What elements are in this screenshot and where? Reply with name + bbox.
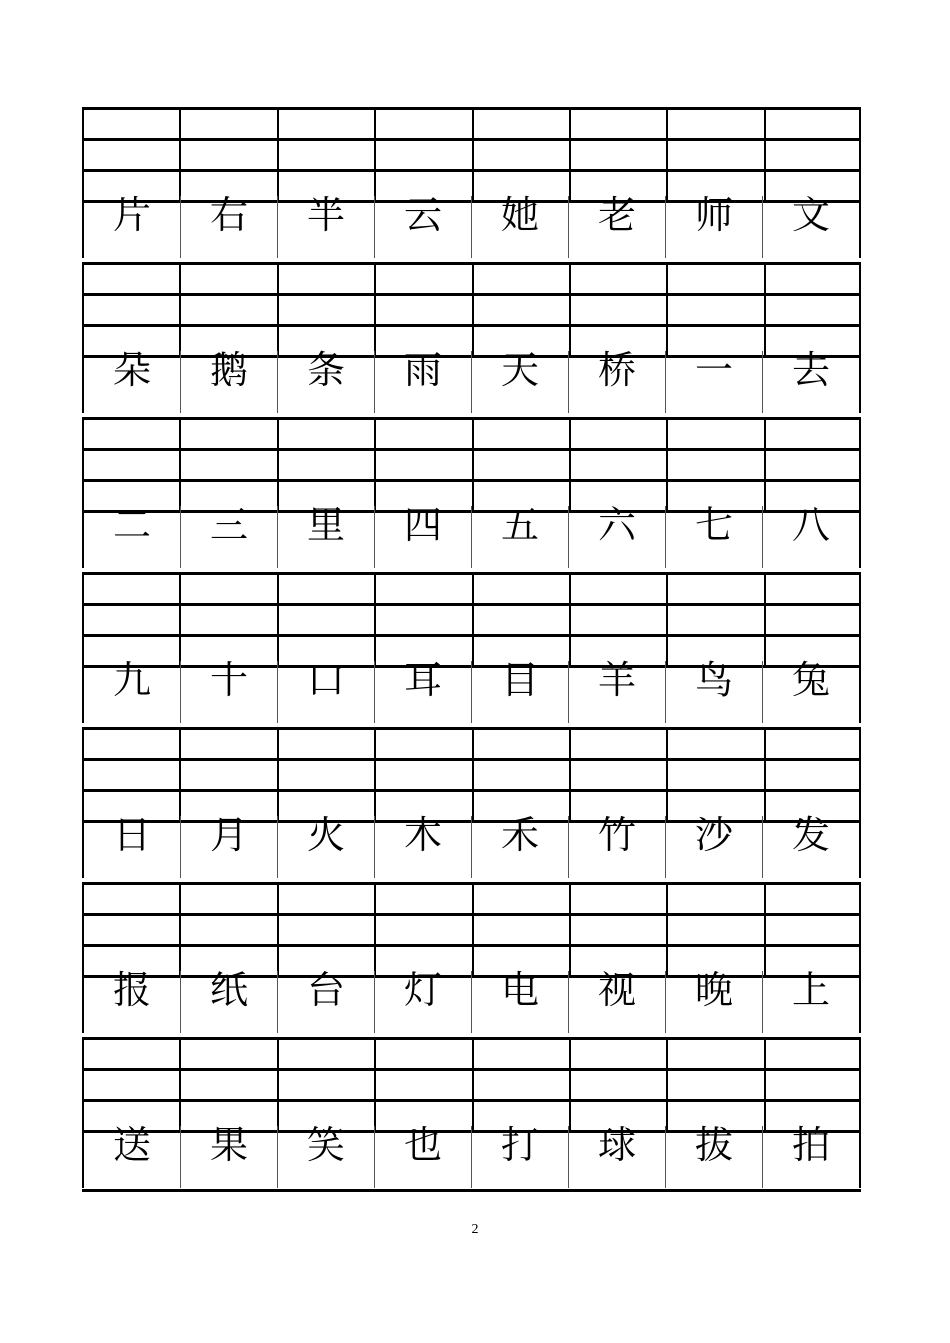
pinyin-column-divider [764, 417, 766, 510]
character-cell: 目 [471, 661, 568, 723]
pinyin-column-divider [666, 262, 668, 355]
pinyin-column-divider [859, 1037, 861, 1130]
pinyin-writing-band [82, 882, 861, 975]
character-row [82, 193, 861, 262]
pinyin-column-divider [277, 1037, 279, 1130]
character-cell: 火 [277, 816, 374, 878]
character-cell: 八 [762, 506, 861, 568]
pinyin-column-divider [569, 107, 571, 200]
pinyin-column-divider [472, 1037, 474, 1130]
character-cell: 送 [82, 1126, 180, 1188]
pinyin-column-divider [666, 572, 668, 665]
pinyin-column-divider [764, 1037, 766, 1130]
character-cell: 鹅 [180, 351, 277, 413]
character-cell: 十 [180, 661, 277, 723]
pinyin-writing-band [82, 1037, 861, 1130]
character-cell: 灯 [374, 971, 471, 1033]
pinyin-column-divider [764, 262, 766, 355]
character-cell: 上 [762, 971, 861, 1033]
character-cell: 耳 [374, 661, 471, 723]
row-group-2 [82, 262, 861, 417]
pinyin-column-divider [277, 727, 279, 820]
pinyin-column-divider [472, 882, 474, 975]
pinyin-column-divider [179, 1037, 181, 1130]
character-cell: 半 [277, 196, 374, 258]
pinyin-column-divider [666, 107, 668, 200]
pinyin-column-divider [569, 262, 571, 355]
character-cell: 条 [277, 351, 374, 413]
character-cell: 她 [471, 196, 568, 258]
character-cell: 发 [762, 816, 861, 878]
pinyin-column-divider [82, 262, 84, 355]
character-row [82, 503, 861, 572]
character-cell: 五 [471, 506, 568, 568]
character-cell: 文 [762, 196, 861, 258]
character-cell: 片 [82, 196, 180, 258]
character-cell: 月 [180, 816, 277, 878]
page-number: 2 [471, 1222, 479, 1237]
character-cell: 沙 [665, 816, 762, 878]
pinyin-column-divider [859, 417, 861, 510]
pinyin-column-divider [859, 727, 861, 820]
character-cell: 朵 [82, 351, 180, 413]
pinyin-column-divider [472, 107, 474, 200]
character-cell: 也 [374, 1126, 471, 1188]
row-group-3 [82, 417, 861, 572]
character-cell: 竹 [568, 816, 665, 878]
pinyin-column-divider [472, 262, 474, 355]
character-cell: 天 [471, 351, 568, 413]
pinyin-column-divider [179, 882, 181, 975]
row-group-5 [82, 727, 861, 882]
character-cell: 台 [277, 971, 374, 1033]
pinyin-column-divider [82, 1037, 84, 1130]
row-group-7 [82, 1037, 861, 1192]
character-row [82, 968, 861, 1037]
pinyin-column-divider [179, 572, 181, 665]
pinyin-column-divider [374, 572, 376, 665]
character-cell: 兔 [762, 661, 861, 723]
character-cell: 木 [374, 816, 471, 878]
character-cell: 雨 [374, 351, 471, 413]
character-cell: 打 [471, 1126, 568, 1188]
pinyin-column-divider [374, 107, 376, 200]
character-cell: 鸟 [665, 661, 762, 723]
character-cell: 拔 [665, 1126, 762, 1188]
pinyin-column-divider [277, 107, 279, 200]
pinyin-column-divider [277, 572, 279, 665]
pinyin-column-divider [82, 107, 84, 200]
character-cell: 云 [374, 196, 471, 258]
pinyin-writing-band [82, 107, 861, 200]
character-cell: 笑 [277, 1126, 374, 1188]
pinyin-column-divider [764, 727, 766, 820]
pinyin-column-divider [374, 417, 376, 510]
pinyin-writing-band [82, 572, 861, 665]
pinyin-writing-band [82, 727, 861, 820]
character-cell: 三 [180, 506, 277, 568]
pinyin-column-divider [82, 417, 84, 510]
character-cell: 里 [277, 506, 374, 568]
character-row [82, 348, 861, 417]
pinyin-column-divider [277, 882, 279, 975]
pinyin-column-divider [569, 1037, 571, 1130]
pinyin-column-divider [277, 262, 279, 355]
pinyin-column-divider [277, 417, 279, 510]
pinyin-column-divider [472, 417, 474, 510]
pinyin-column-divider [82, 727, 84, 820]
pinyin-column-divider [569, 727, 571, 820]
character-cell: 六 [568, 506, 665, 568]
character-cell: 日 [82, 816, 180, 878]
character-cell: 去 [762, 351, 861, 413]
pinyin-column-divider [764, 882, 766, 975]
pinyin-column-divider [179, 262, 181, 355]
character-cell: 师 [665, 196, 762, 258]
pinyin-column-divider [859, 262, 861, 355]
pinyin-column-divider [859, 882, 861, 975]
pinyin-column-divider [374, 1037, 376, 1130]
pinyin-column-divider [764, 107, 766, 200]
character-cell: 四 [374, 506, 471, 568]
character-cell: 右 [180, 196, 277, 258]
pinyin-column-divider [859, 107, 861, 200]
pinyin-column-divider [666, 882, 668, 975]
pinyin-column-divider [82, 572, 84, 665]
character-cell: 电 [471, 971, 568, 1033]
character-cell: 报 [82, 971, 180, 1033]
pinyin-writing-band [82, 262, 861, 355]
row-group-1 [82, 107, 861, 262]
pinyin-column-divider [179, 107, 181, 200]
pinyin-column-divider [82, 882, 84, 975]
grid-bottom-border [82, 1189, 861, 1192]
character-cell: 桥 [568, 351, 665, 413]
character-cell: 禾 [471, 816, 568, 878]
pinyin-column-divider [374, 882, 376, 975]
pinyin-column-divider [859, 572, 861, 665]
character-cell: 口 [277, 661, 374, 723]
pinyin-column-divider [569, 572, 571, 665]
character-cell: 羊 [568, 661, 665, 723]
pinyin-column-divider [179, 727, 181, 820]
character-worksheet-grid [82, 107, 861, 1191]
character-cell: 纸 [180, 971, 277, 1033]
character-cell: 老 [568, 196, 665, 258]
row-group-4 [82, 572, 861, 727]
pinyin-column-divider [666, 1037, 668, 1130]
pinyin-column-divider [374, 727, 376, 820]
character-row [82, 1123, 861, 1192]
character-row [82, 813, 861, 882]
pinyin-column-divider [472, 572, 474, 665]
pinyin-writing-band [82, 417, 861, 510]
pinyin-column-divider [764, 572, 766, 665]
pinyin-column-divider [666, 727, 668, 820]
character-cell: 九 [82, 661, 180, 723]
character-cell: 视 [568, 971, 665, 1033]
character-cell: 果 [180, 1126, 277, 1188]
pinyin-column-divider [666, 417, 668, 510]
character-row [82, 658, 861, 727]
pinyin-column-divider [374, 262, 376, 355]
character-cell: 七 [665, 506, 762, 568]
character-cell: 二 [82, 506, 180, 568]
pinyin-column-divider [472, 727, 474, 820]
row-group-6 [82, 882, 861, 1037]
pinyin-column-divider [179, 417, 181, 510]
character-cell: 一 [665, 351, 762, 413]
character-cell: 晚 [665, 971, 762, 1033]
character-cell: 球 [568, 1126, 665, 1188]
pinyin-column-divider [569, 417, 571, 510]
pinyin-column-divider [569, 882, 571, 975]
character-cell: 拍 [762, 1126, 861, 1188]
